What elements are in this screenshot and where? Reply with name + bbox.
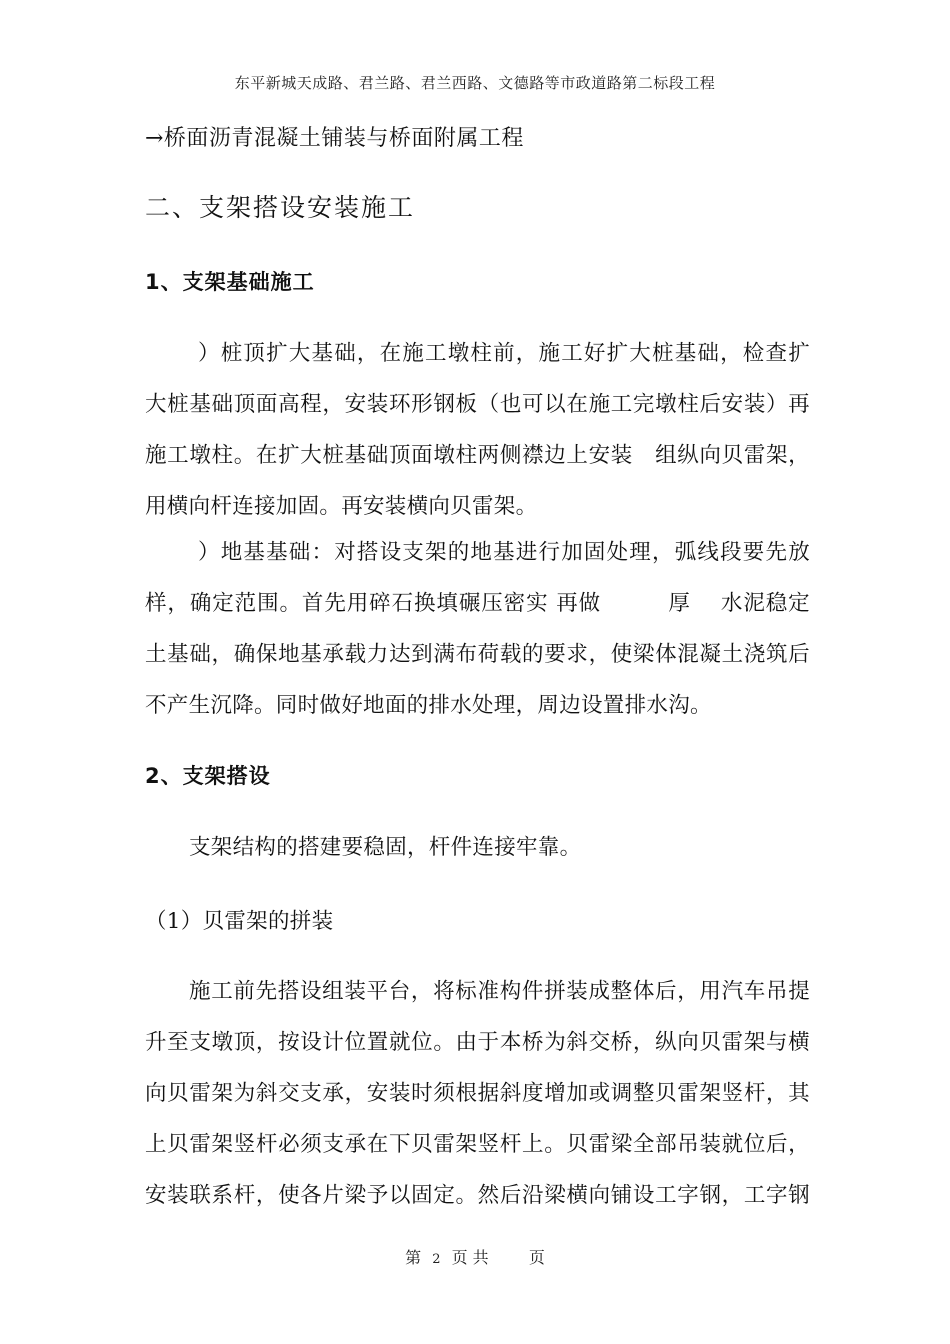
footer-suffix: 页 bbox=[528, 1248, 545, 1267]
footer-mid: 页 共 bbox=[451, 1248, 489, 1267]
paragraph-line: ）地基基础：对搭设支架的地基进行加固处理，弧线段要先放 bbox=[198, 540, 810, 565]
paragraph-ground-foundation bbox=[145, 527, 810, 731]
paragraph-line: 用横向杆连接加固。再安装横向贝雷架。 bbox=[145, 494, 538, 519]
item-title-bailey-assembly: （1）贝雷架的拼装 bbox=[145, 909, 334, 934]
subsection-title-1: 1、支架基础施工 bbox=[145, 270, 315, 294]
paragraph-line: 施工前先搭设组装平台，将标准构件拼装成整体后，用汽车吊提 bbox=[189, 979, 810, 1004]
paragraph-line: 安装联系杆，使各片梁予以固定。然后沿梁横向铺设工字钢，工字钢 bbox=[145, 1183, 810, 1208]
paragraph-line: ）桩顶扩大基础，在施工墩柱前，施工好扩大桩基础，检查扩 bbox=[198, 341, 810, 366]
paragraph-line: 不产生沉降。同时做好地面的排水处理，周边设置排水沟。 bbox=[145, 693, 712, 718]
paragraph-line: 大桩基础顶面高程，安装环形钢板（也可以在施工完墩柱后安装）再 bbox=[145, 392, 810, 417]
paragraph-bailey-assembly bbox=[145, 966, 810, 1221]
paragraph-line: 向贝雷架为斜交支承，安装时须根据斜度增加或调整贝雷架竖杆，其 bbox=[145, 1081, 810, 1106]
page-footer bbox=[0, 1245, 950, 1268]
step-line: →桥面沥青混凝土铺装与桥面附属工程 bbox=[145, 126, 524, 151]
paragraph-stability: 支架结构的搭建要稳固，杆件连接牢靠。 bbox=[189, 835, 582, 860]
subsection-title-2: 2、支架搭设 bbox=[145, 764, 271, 788]
paragraph-line: 升至支墩顶，按设计位置就位。由于本桥为斜交桥，纵向贝雷架与横 bbox=[145, 1030, 810, 1055]
section-title: 二、支架搭设安装施工 bbox=[145, 193, 416, 222]
footer-prefix: 第 bbox=[405, 1248, 422, 1267]
paragraph-pile-foundation bbox=[145, 328, 810, 532]
paragraph-line: 施工墩柱。在扩大桩基础顶面墩柱两侧襟边上安装 组纵向贝雷架， bbox=[145, 443, 810, 468]
paragraph-line: 土基础，确保地基承载力达到满布荷载的要求，使梁体混凝土浇筑后 bbox=[145, 642, 810, 667]
paragraph-line: 上贝雷架竖杆必须支承在下贝雷架竖杆上。贝雷梁全部吊装就位后， bbox=[145, 1132, 810, 1157]
paragraph-line: 样，确定范围。首先用碎石换填碾压密实 再做 厚 水泥稳定 bbox=[145, 591, 810, 616]
running-header: 东平新城天成路、君兰路、君兰西路、文德路等市政道路第二标段工程 bbox=[234, 74, 716, 92]
page-number: 2 bbox=[432, 1252, 441, 1267]
